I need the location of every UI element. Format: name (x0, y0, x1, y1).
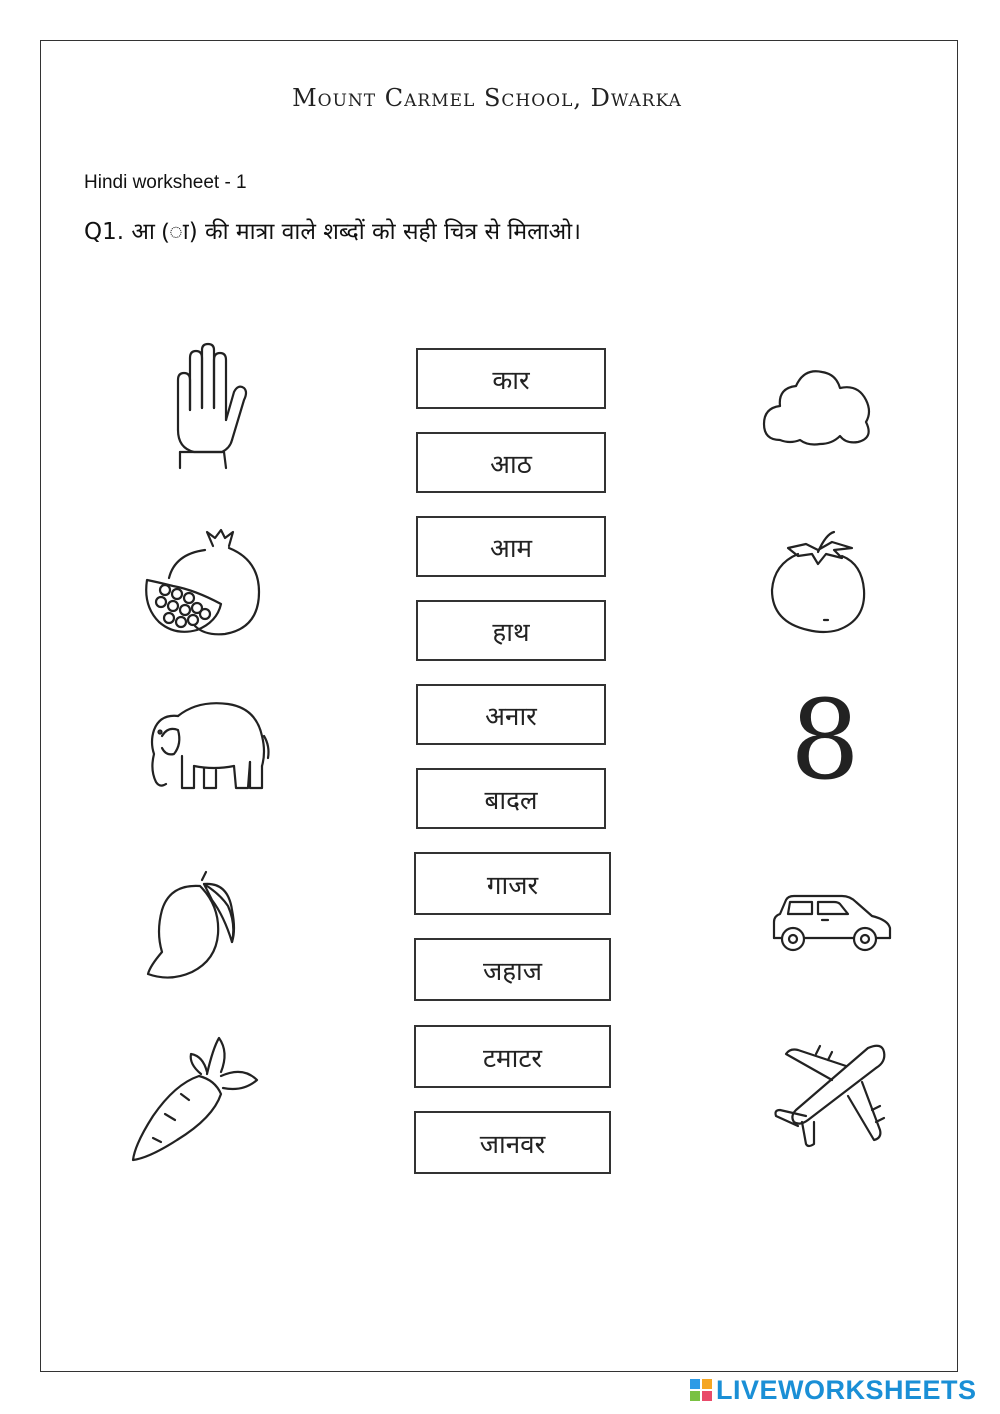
question-text: Q1. आ (ा) की मात्रा वाले शब्दों को सही चित्र से मिलाओ। (84, 219, 581, 245)
brand-name[interactable]: LIVEWORKSHEETS (716, 1374, 977, 1405)
word-box-carrot[interactable]: गाजर (414, 852, 611, 915)
liveworksheets-footer (690, 1372, 990, 1408)
word-box-eight[interactable]: आठ (416, 432, 606, 493)
liveworksheets-logo-icon (690, 1379, 712, 1401)
word-box-pomegranate[interactable]: अनार (416, 684, 606, 745)
worksheet-subtitle: Hindi worksheet - 1 (84, 172, 247, 193)
word-box-cloud[interactable]: बादल (416, 768, 606, 829)
elephant-icon[interactable] (138, 696, 273, 796)
word-box-car[interactable]: कार (416, 348, 606, 409)
word-box-airplane[interactable]: जहाज (414, 938, 611, 1001)
word-box-animal[interactable]: जानवर (414, 1111, 611, 1174)
logo-square-2 (702, 1379, 712, 1389)
airplane-icon[interactable] (772, 1040, 892, 1150)
carrot-icon[interactable] (125, 1034, 260, 1164)
mango-icon[interactable] (140, 866, 245, 986)
logo-square-3 (690, 1391, 700, 1401)
hand-icon[interactable] (160, 340, 250, 475)
school-name: Mount Carmel School, Dwarka (292, 84, 682, 112)
tomato-icon[interactable] (768, 528, 868, 638)
pomegranate-icon[interactable] (135, 528, 265, 638)
logo-square-1 (690, 1379, 700, 1389)
cloud-icon[interactable] (760, 364, 875, 446)
word-box-hand[interactable]: हाथ (416, 600, 606, 661)
car-icon[interactable] (768, 892, 896, 956)
logo-square-4 (702, 1391, 712, 1401)
eight-numeral[interactable]: 8 (790, 676, 860, 804)
word-box-mango[interactable]: आम (416, 516, 606, 577)
word-box-tomato[interactable]: टमाटर (414, 1025, 611, 1088)
